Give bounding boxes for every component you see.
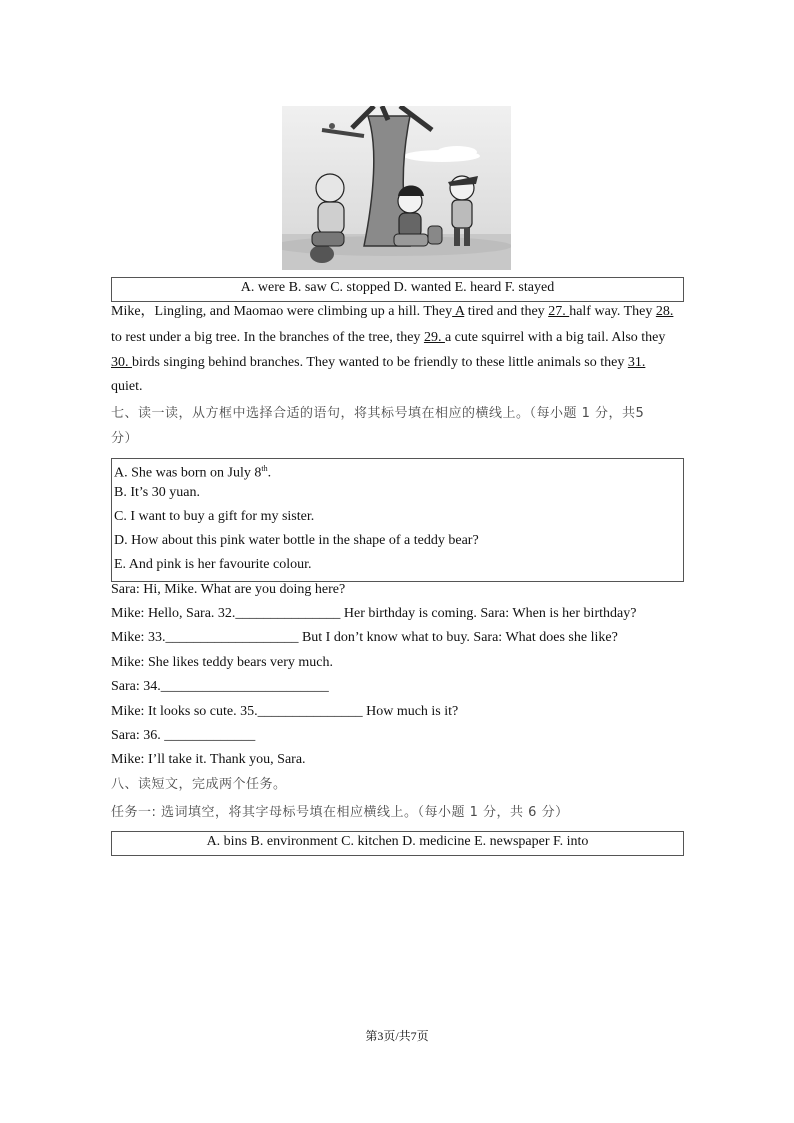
option-a-text: A. She was born on July 8 — [114, 465, 262, 481]
dialogue-line: Mike: I’ll take it. Thank you, Sara. — [111, 752, 306, 767]
passage-text: Mike，Lingling, and Maomao were climbing up a hill. They — [111, 304, 453, 319]
option-a-sup: th — [261, 464, 268, 473]
option-a-end: . — [267, 465, 272, 481]
option-c: C. I want to buy a gift for my sister. — [114, 509, 315, 524]
passage-text: a cute squirrel with a big tail. Also they — [444, 330, 666, 345]
blank-28[interactable]: 28. — [655, 304, 674, 319]
dialogue-line: Sara: 34.________________________ — [111, 679, 329, 694]
passage-line-2 — [111, 328, 691, 348]
dialogue-line: Mike: She likes teddy bears very much. — [111, 655, 334, 670]
blank-31[interactable]: 31. — [627, 355, 646, 370]
section-7-instruction: 七、读一读，从方框中选择合适的语句，将其标号填在相应的横线上。（每小题 1 分，共5 — [111, 406, 645, 421]
blank-27[interactable]: 27. — [548, 304, 570, 319]
dialogue-line: Mike: Hello, Sara. 32._______________ Her birthday is coming. Sara: When is her birthday? — [111, 606, 637, 621]
section-8-title: 八、读短文，完成两个任务。 — [111, 777, 287, 792]
dialogue-line: Sara: 36. _____________ — [111, 728, 256, 743]
word-bank-box-2 — [111, 831, 684, 856]
passage-text: half way. They — [569, 304, 656, 319]
children-under-tree-picture — [282, 106, 511, 270]
story-illustration — [282, 106, 511, 270]
dialogue-line: Mike: 33.___________________ But I don’t know what to buy. Sara: What does she like? — [111, 630, 618, 645]
task-1-instruction: 任务一: 选词填空，将其字母标号填在相应横线上。（每小题 1 分，共 6 分） — [111, 805, 569, 820]
passage-line-1 — [111, 302, 691, 322]
sentence-options-box — [111, 458, 684, 582]
passage-line-3 — [111, 353, 691, 373]
word-bank-options-2: A. bins B. environment C. kitchen D. medicine E. newspaper F. into — [206, 834, 589, 849]
option-e: E. And pink is her favourite colour. — [114, 557, 312, 572]
passage-text: to rest under a big tree. In the branches of the tree, they — [111, 330, 424, 345]
option-d: D. How about this pink water bottle in the shape of a teddy bear? — [114, 533, 479, 548]
passage-text: birds singing behind branches. They wanted to be friendly to these little animals so they — [132, 355, 628, 370]
passage-text: tired and they — [464, 304, 549, 319]
blank-30[interactable]: 30. — [111, 355, 132, 370]
blank-29[interactable]: 29. — [423, 330, 445, 345]
dialogue-line: Sara: Hi, Mike. What are you doing here? — [111, 582, 346, 597]
dialogue-line: Mike: It looks so cute. 35._______________ How much is it? — [111, 704, 459, 719]
section-7-instruction-cont: 分） — [111, 431, 139, 446]
option-a — [114, 459, 271, 484]
passage-line-4: quiet. — [111, 379, 143, 394]
option-b: B. It’s 30 yuan. — [114, 485, 200, 500]
word-bank-options: A. were B. saw C. stopped D. wanted E. heard F. stayed — [240, 280, 555, 295]
blank-answer-a: A — [452, 304, 465, 319]
word-bank-box-1 — [111, 277, 684, 302]
page-number: 第3页/共7页 — [365, 1029, 429, 1043]
